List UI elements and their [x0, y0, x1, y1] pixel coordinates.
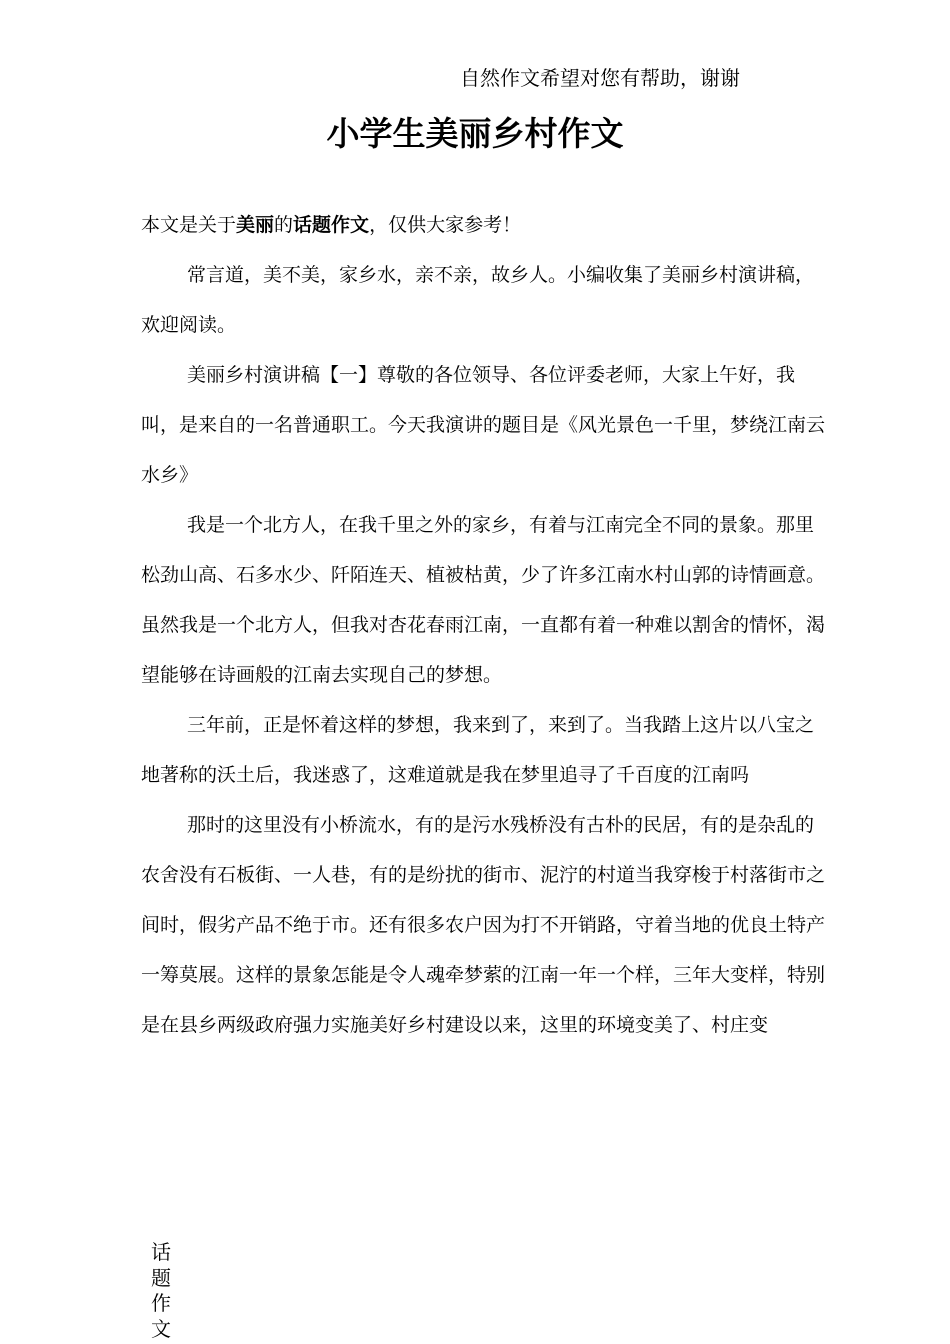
- document-body: [141, 200, 831, 1050]
- body-paragraph-2: 美丽乡村演讲稿【一】尊敬的各位领导、各位评委老师，大家上午好，我叫，是来自的一名普通职工。今天我演讲的题目是《风光景色一千里，梦绕江南云水乡》: [141, 364, 826, 486]
- header-note: 自然作文希望对您有帮助，谢谢: [460, 66, 740, 90]
- intro-bold-topic: 美丽: [236, 214, 275, 236]
- footer-vertical-label: 话题作文: [151, 1240, 171, 1341]
- intro-text-1: 本文是关于: [141, 214, 237, 236]
- body-paragraph-4: 三年前，正是怀着这样的梦想，我来到了，来到了。当我踏上这片以八宝之地著称的沃土后，我迷惑了，这难道就是我在梦里追寻了千百度的江南吗: [141, 714, 815, 786]
- document-title: 小学生美丽乡村作文: [326, 114, 624, 153]
- intro-text-2: 的: [274, 214, 294, 236]
- intro-text-3: ，仅供大家参考！: [369, 214, 522, 236]
- body-paragraph-1: 常言道，美不美，家乡水，亲不亲，故乡人。小编收集了美丽乡村演讲稿，欢迎阅读。: [141, 264, 815, 336]
- body-paragraph-3: 我是一个北方人，在我千里之外的家乡，有着与江南完全不同的景象。那里松劲山高、石多水少、阡陌连天、植被枯黄，少了许多江南水村山郭的诗情画意。虽然我是一个北方人，但我对杏花春雨江南，一直都有着一种难以割舍的情怀，渴望能够在诗画般的江南去实现自己的梦想。: [141, 514, 826, 686]
- body-paragraph-5: 那时的这里没有小桥流水，有的是污水残桥没有古朴的民居，有的是杂乱的农舍没有石板街、一人巷，有的是纷扰的街市、泥泞的村道当我穿梭于村落街市之间时，假劣产品不绝于市。还有很多农户因为打不开销路，守着当地的优良土特产一筹莫展。这样的景象怎能是令人魂牵梦萦的江南一年一个样，三年大变样，特别是在县乡两级政府强力实施美好乡村建设以来，这里的环境变美了、村庄变: [141, 814, 826, 1036]
- intro-bold-category: 话题作文: [293, 214, 370, 236]
- intro-paragraph: [141, 200, 831, 250]
